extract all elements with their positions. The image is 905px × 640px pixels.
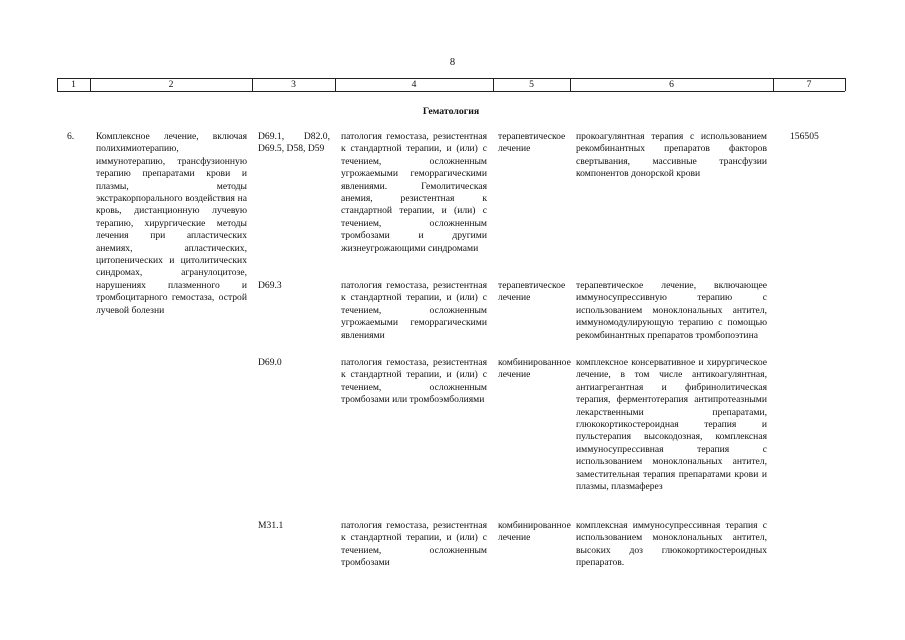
model-3: патология гемостаза, резистентная к стандартной терапии, и (или) с течением, осложненным тромбозами или тромбоэмболиями	[341, 357, 487, 406]
type-2: терапевтическое лечение	[498, 280, 566, 304]
model-1: патология гемостаза, резистентная к стандартной терапии, и (или) с течением, осложненным угрожаемыми геморрагическими явлениями. Гемолитическая анемия, резистентная к стандартной терапии, и (или) с течением, осложненным тромбозами и другими жизнеугрожающими синдромами	[341, 131, 487, 254]
header-col-6: 6	[669, 79, 674, 90]
page-number: 8	[449, 57, 456, 68]
header-col-2: 2	[168, 79, 174, 90]
type-1: терапевтическое лечение	[498, 131, 566, 155]
header-col-7: 7	[806, 79, 812, 90]
type-3: комбинированное лечение	[498, 357, 571, 381]
model-2: патология гемостаза, резистентная к стандартной терапии, и (или) с течением, осложненным угрожаемыми геморрагическими явлениями	[341, 280, 487, 341]
method-2: терапевтическое лечение, включающее иммуносупрессивную терапию с использованием моноклональных антител, иммуномодулирующую терапию с помощью рекомбинантных препаратов тромбопоэтина	[576, 280, 767, 341]
header-right-border	[845, 78, 846, 91]
codes-2: D69.3	[258, 280, 282, 291]
codes-4: M31.1	[258, 520, 284, 531]
header-col-5: 5	[529, 79, 534, 90]
method-3: комплексное консервативное и хирургическое лечение, в том числе антикоагулянтная, антиагрегантная и фибринолитическая терапия, ферментотерапия антипротеазными лекарственными препаратами, глюкокортикостероидная терапия и пульстерапия высокодозная, комплексная иммуносупрессивная терапия с использованием моноклональных антител, заместительная терапия препаратами крови и плазмы, плазмаферез	[576, 357, 767, 493]
header-col-1: 1	[71, 79, 76, 90]
model-4: патология гемостаза, резистентная к стандартной терапии, и (или) с течением, осложненным тромбозами	[341, 520, 487, 569]
type-4: комбинированное лечение	[498, 520, 571, 544]
row-number: 6.	[67, 131, 75, 142]
row-description: Комплексное лечение, включая полихимиотерапию, иммунотерапию, трансфузионную терапию препаратами крови и плазмы, методы экстракорпорального воздействия на кровь, дистанционную лучевую терапию, хирургические методы лечения при апластических анемиях, апластических, цитопенических и цитолитических синдромах, агранулоцитозе, нарушениях плазменного и тромбоцитарного гемостаза, острой лучевой болезни	[96, 131, 247, 316]
header-bottom-rule	[57, 91, 845, 92]
codes-3: D69.0	[258, 357, 282, 368]
header-col-3: 3	[291, 79, 296, 90]
section-title: Гематология	[422, 106, 480, 117]
codes-1: D69.1, D82.0, D69.5, D58, D59	[258, 131, 330, 155]
method-1: прокоагулянтная терапия с использованием рекомбинантных препаратов факторов свертывания, массивные трансфузии компонентов донорской крови	[576, 131, 767, 180]
method-4: комплексная иммуносупрессивная терапия с использованием моноклональных антител, высоких доз глюкокортикостероидных препаратов.	[576, 520, 767, 569]
header-col-4: 4	[411, 79, 417, 90]
row-price: 156505	[790, 131, 819, 142]
